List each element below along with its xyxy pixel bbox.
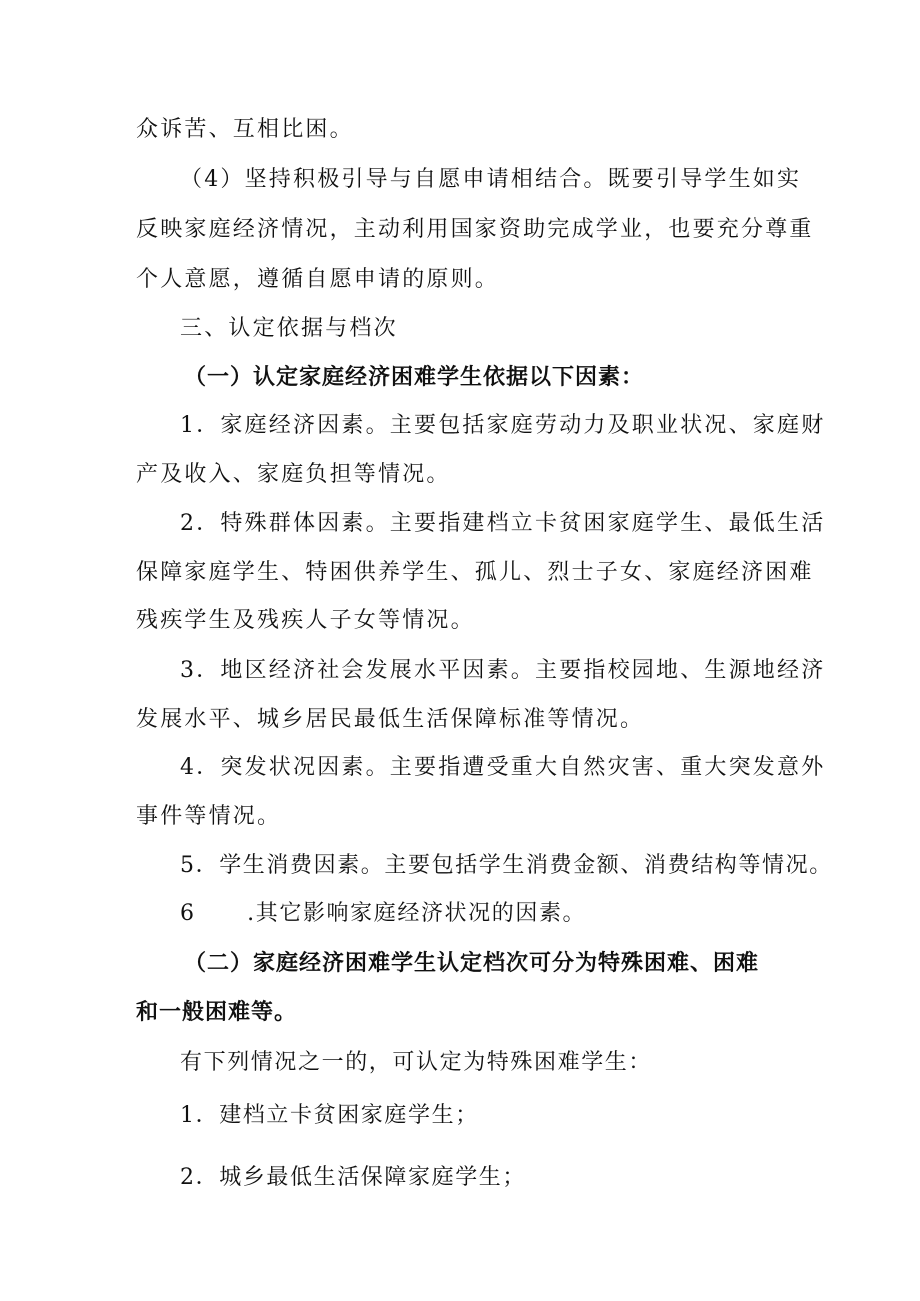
paragraph-line: 保障家庭学生、特困供养学生、孤儿、烈士子女、家庭经济困难 [136, 560, 814, 585]
paragraph-line: 有下列情况之一的，可认定为特殊困难学生： [180, 1050, 653, 1075]
paragraph-line: 事件等情况。 [136, 804, 282, 829]
paragraph-line: 个人意愿，遵循自愿申请的原则。 [136, 267, 500, 292]
paragraph-line: 残疾学生及残疾人子女等情况。 [136, 608, 475, 633]
list-item: 2．城乡最低生活保障家庭学生； [180, 1165, 526, 1190]
list-item: 6 .其它影响家庭经济状况的因素。 [180, 901, 587, 926]
paragraph-line: 众诉苦、互相比困。 [136, 117, 354, 142]
subsection-heading: （一）认定家庭经济困难学生依据以下因素： [184, 365, 645, 390]
subsection-heading: （二）家庭经济困难学生认定档次可分为特殊困难、困难 [184, 951, 760, 976]
list-item: 1．建档立卡贫困家庭学生； [180, 1103, 479, 1128]
list-item: 4．突发状况因素。主要指遭受重大自然灾害、重大突发意外 [180, 755, 826, 780]
section-heading: 三、认定依据与档次 [180, 316, 398, 341]
list-item: 3．地区经济社会发展水平因素。主要指校园地、生源地经济 [180, 658, 826, 683]
paragraph-line: 发展水平、城乡居民最低生活保障标准等情况。 [136, 707, 645, 732]
subsection-heading-cont: 和一般困难等。 [136, 1000, 298, 1025]
paragraph-line: （4）坚持积极引导与自愿申请相结合。既要引导学生如实 [180, 167, 802, 192]
list-item: 1．家庭经济因素。主要包括家庭劳动力及职业状况、家庭财 [180, 413, 826, 438]
list-item: 2．特殊群体因素。主要指建档立卡贫困家庭学生、最低生活 [180, 511, 826, 536]
paragraph-line: 产及收入、家庭负担等情况。 [136, 462, 451, 487]
list-item: 5．学生消费因素。主要包括学生消费金额、消费结构等情况。 [180, 853, 833, 878]
paragraph-line: 反映家庭经济情况，主动利用国家资助完成学业，也要充分尊重 [136, 217, 814, 242]
